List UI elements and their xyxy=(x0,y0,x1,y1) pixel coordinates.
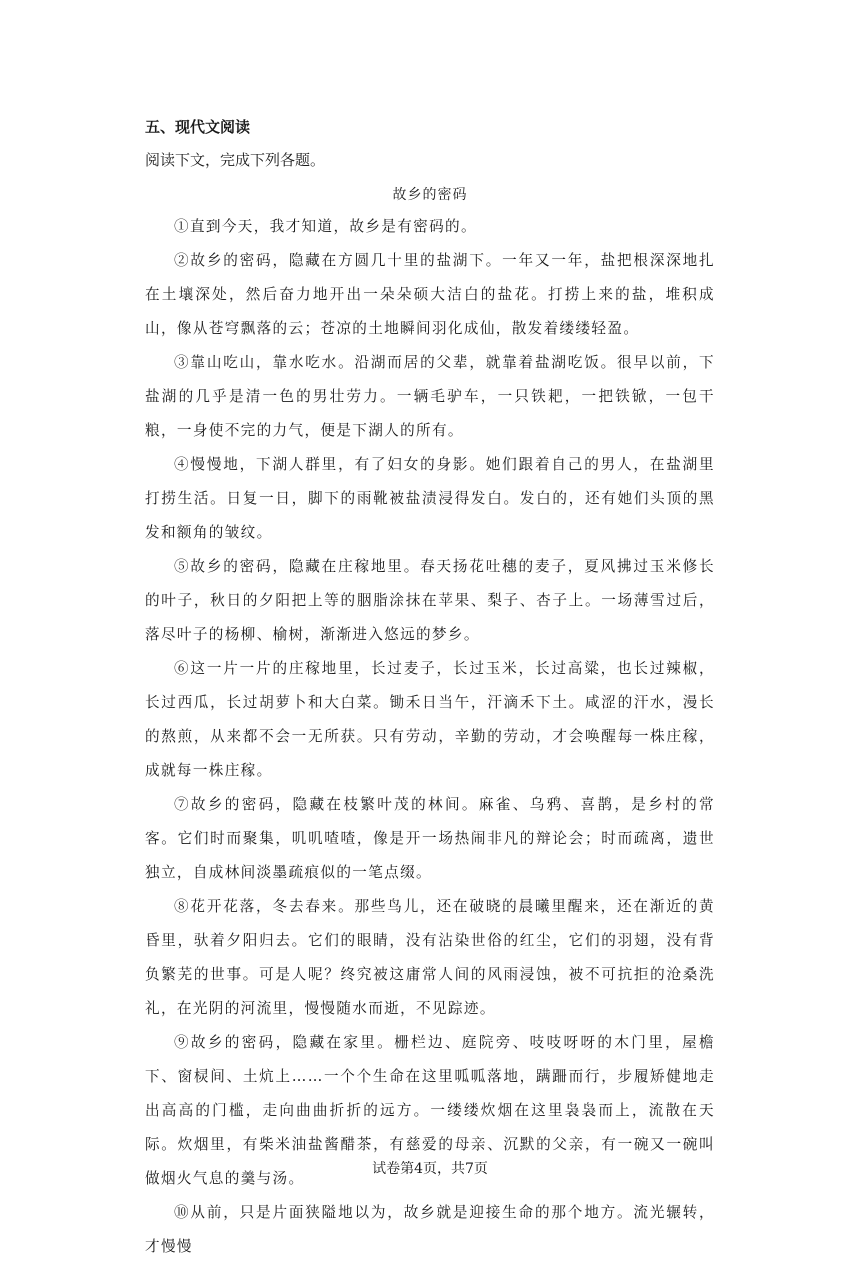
paragraph-6: ⑥这一片一片的庄稼地里，长过麦子，长过玉米，长过高粱，也长过辣椒，长过西瓜，长过胡萝卜和大白菜。锄禾日当午，汗滴禾下土。咸涩的汗水，漫长的熬煎，从来都不会一无所获。只有劳动，辛勤的劳动，才会唤醒每一株庄稼，成就每一株庄稼。 xyxy=(145,660,715,779)
paragraph-5: ⑤故乡的密码，隐藏在庄稼地里。春天扬花吐穗的麦子，夏风拂过玉米修长的叶子，秋日的夕阳把上等的胭脂涂抹在苹果、梨子、杏子上。一场薄雪过后，落尽叶子的杨柳、榆树，渐渐进入悠远的梦乡。 xyxy=(145,558,715,643)
paragraph-7: ⑦故乡的密码，隐藏在枝繁叶茂的林间。麻雀、乌鸦、喜鹊，是乡村的常客。它们时而聚集，叽叽喳喳，像是开一场热闹非凡的辩论会；时而疏离，遗世独立，自成林间淡墨疏痕似的一笔点缀。 xyxy=(145,796,715,881)
paragraph-3: ③靠山吃山，靠水吃水。沿湖而居的父辈，就靠着盐湖吃饭。很早以前，下盐湖的几乎是清一色的男壮劳力。一辆毛驴车，一只铁耙，一把铁锨，一包干粮，一身使不完的力气，便是下湖人的所有。 xyxy=(145,354,715,439)
article-title: 故乡的密码 xyxy=(392,187,468,203)
page-footer: 试卷第4页，共7页 xyxy=(372,1161,488,1177)
paragraph-10: ⑩从前，只是片面狭隘地以为，故乡就是迎接生命的那个地方。流光辗转，才慢慢 xyxy=(145,1204,715,1255)
paragraph-2: ②故乡的密码，隐藏在方圆几十里的盐湖下。一年又一年，盐把根深深地扎在土壤深处，然后奋力地开出一朵朵硕大洁白的盐花。打捞上来的盐，堆积成山，像从苍穹飘落的云；苍凉的土地瞬间羽化成仙，散发着缕缕轻盈。 xyxy=(145,252,715,337)
paragraph-1: ①直到今天，我才知道，故乡是有密码的。 xyxy=(174,218,477,235)
paragraph-8: ⑧花开花落，冬去春来。那些鸟儿，还在破晓的晨曦里醒来，还在渐近的黄昏里，驮着夕阳归去。它们的眼睛，没有沾染世俗的红尘，它们的羽翅，没有背负繁芜的世事。可是人呢？终究被这庸常人间的风雨浸蚀，被不可抗拒的沧桑洗礼，在光阴的河流里，慢慢随水而逝，不见踪迹。 xyxy=(145,898,715,1017)
paragraph-4: ④慢慢地，下湖人群里，有了妇女的身影。她们跟着自己的男人，在盐湖里打捞生活。日复一日，脚下的雨靴被盐渍浸得发白。发白的，还有她们头顶的黑发和额角的皱纹。 xyxy=(145,456,715,541)
reading-instruction: 阅读下文，完成下列各题。 xyxy=(145,151,326,169)
paragraph-9: ⑨故乡的密码，隐藏在家里。栅栏边、庭院旁、吱吱呀呀的木门里，屋檐下、窗棂间、土炕上……一个个生命在这里呱呱落地，蹒跚而行，步履矫健地走出高高的门槛，走向曲曲折折的远方。一缕缕炊烟在这里袅袅而上，流散在天际。炊烟里，有柴米油盐酱醋茶，有慈爱的母亲、沉默的父亲，有一碗又一碗叫做烟火气息的羹与汤。 xyxy=(145,1034,715,1187)
article-body xyxy=(145,210,715,1264)
section-title: 五、现代文阅读 xyxy=(145,118,251,136)
